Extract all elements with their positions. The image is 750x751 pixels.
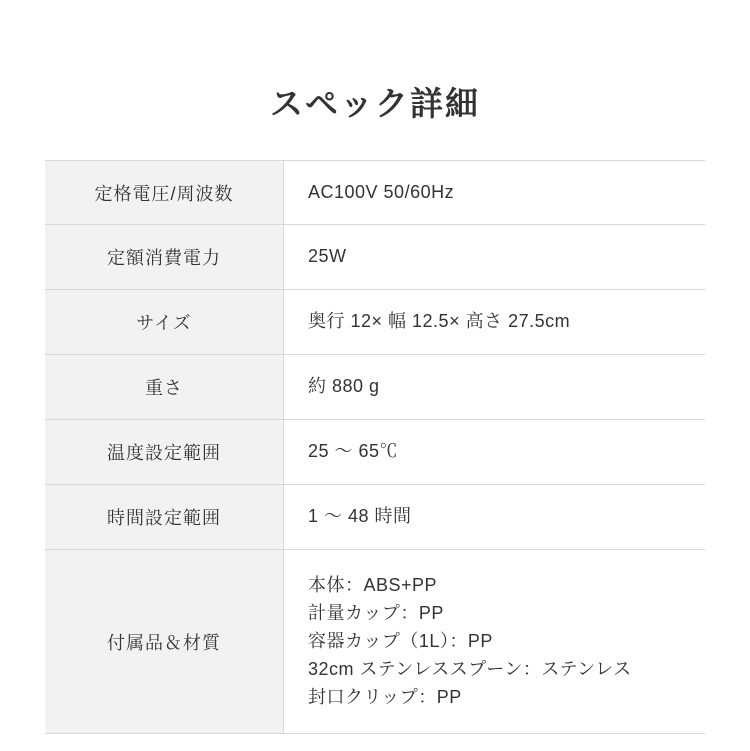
spec-value-weight: 約 880 g [308,376,380,397]
spec-value-rated-voltage: AC100V 50/60Hz [308,181,455,202]
spec-value-size: 奥行 12× 幅 12.5× 高さ 27.5cm [308,311,571,332]
table-row [45,549,705,733]
accessory-line: 封口クリップ：PP [308,686,462,707]
table-row [45,160,705,225]
table-row [45,485,705,550]
spec-label-accessories-material: 付属品＆材質 [45,549,284,733]
table-row [45,355,705,420]
accessory-line: 計量カップ：PP [308,602,444,623]
spec-value-time-range: 1 ～ 48 時間 [308,506,412,527]
accessory-line: 本体：ABS+PP [308,574,438,595]
accessory-line: 32cm ステンレススプーン：ステンレス [308,658,632,679]
spec-value-power-consumption: 25W [308,246,347,267]
page-title: スペック詳細 [270,85,480,122]
spec-label-temperature-range: 温度設定範囲 [45,420,284,485]
spec-table [45,160,705,735]
accessory-line: 容器カップ（1L）：PP [308,630,493,651]
spec-label-power-consumption: 定額消費電力 [45,225,284,290]
table-row [45,420,705,485]
table-row [45,225,705,290]
spec-label-weight: 重さ [45,355,284,420]
spec-value-temperature-range: 25 ～ 65℃ [308,441,399,462]
spec-label-time-range: 時間設定範囲 [45,485,284,550]
table-row [45,290,705,355]
spec-value-accessories-material [284,549,706,733]
spec-label-rated-voltage: 定格電圧/周波数 [45,160,284,225]
spec-label-size: サイズ [45,290,284,355]
